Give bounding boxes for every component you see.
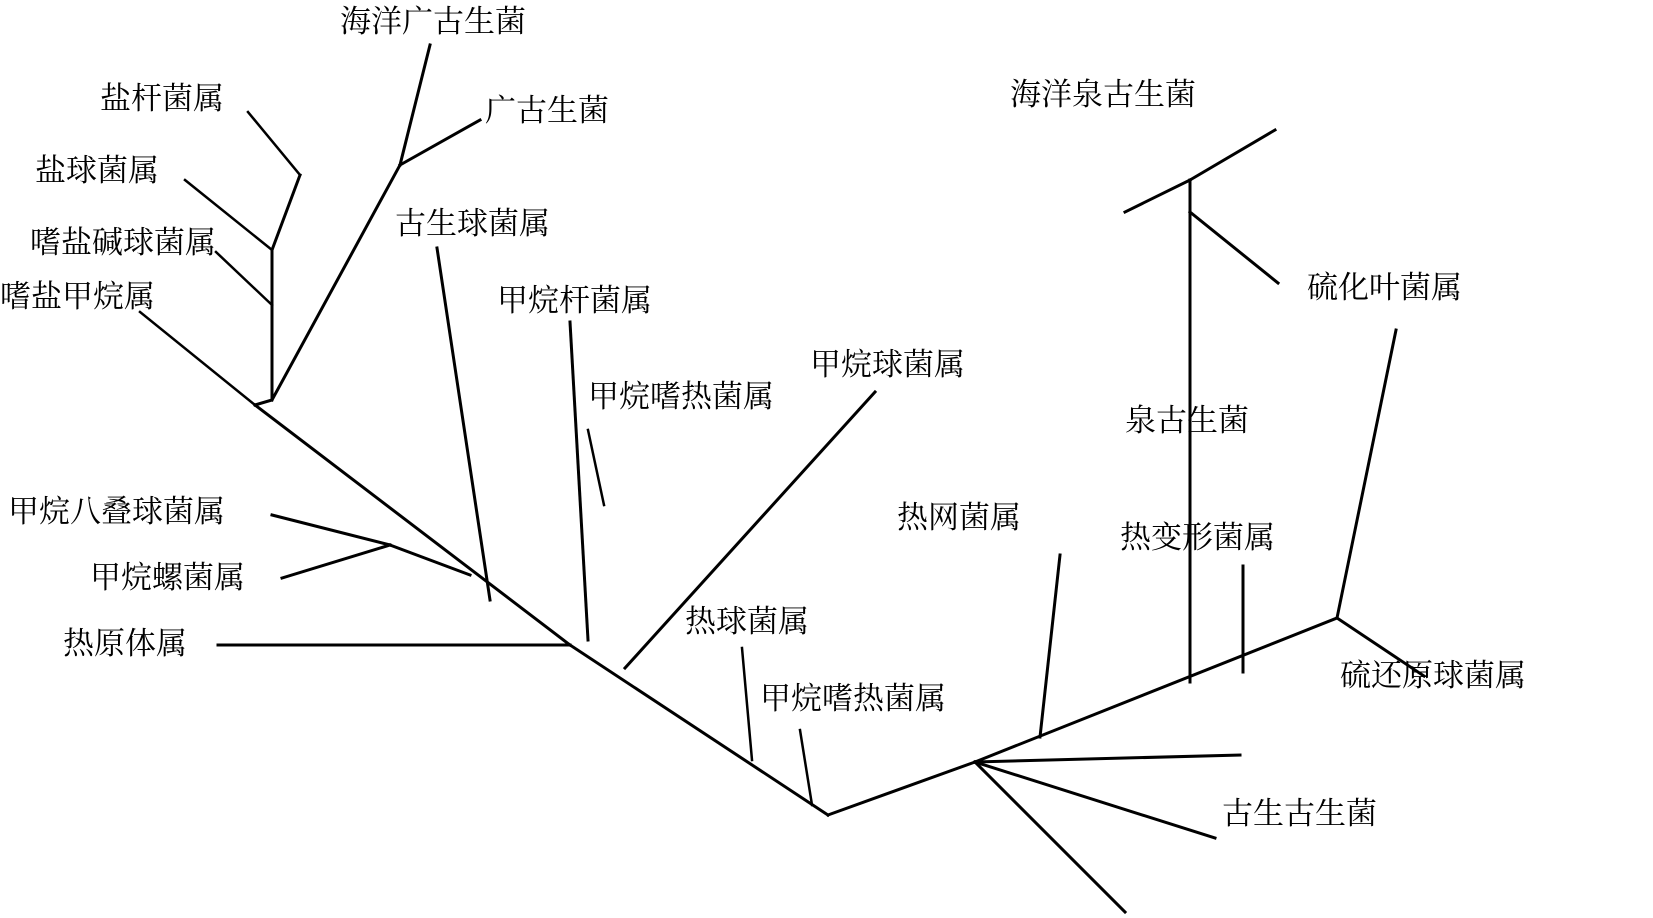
label-sulfolobus: 硫化叶菌属 (1307, 270, 1462, 305)
edge-methanosarcina (272, 515, 390, 545)
label-natronococcus: 嗜盐碱球菌属 (30, 225, 216, 260)
label-methanococcus: 甲烷球菌属 (810, 347, 965, 382)
label-archaeoglobus: 古生球菌属 (395, 206, 550, 241)
edge-euryarchaeota-label-branch (400, 120, 480, 165)
leader-natronococcus (216, 252, 272, 305)
leader-halobacterium (248, 112, 300, 175)
label-thermoplasma: 热原体属 (63, 626, 187, 661)
edge-trunk-center-lower (570, 645, 828, 815)
label-pyrodictium: 热网菌属 (897, 500, 1021, 535)
edge-sulfolobus (1337, 330, 1396, 618)
label-euryarchaeota: 广古生菌 (485, 93, 609, 128)
leader-methanothermobacter (800, 730, 812, 805)
leader-methanothermus (588, 430, 604, 505)
edge-right-node-flat (975, 755, 1240, 762)
label-desulfurococcus: 硫还原球菌属 (1340, 658, 1526, 693)
edge-methanospirillum (282, 545, 390, 578)
label-marine-euryarchaeota: 海洋广古生菌 (340, 4, 526, 39)
label-methanothermobacter: 甲烷嗜热菌属 (760, 681, 946, 716)
edge-marine-eury (400, 45, 430, 165)
label-marine-crenarchaeota: 海洋泉古生菌 (1010, 77, 1196, 112)
label-archaeal-archaea: 古生古生菌 (1222, 796, 1377, 831)
label-methanothermus: 甲烷嗜热菌属 (588, 379, 774, 414)
leader-thermococcus (742, 648, 752, 760)
edge-center-upper-left (255, 405, 570, 645)
edge-marine-cren-down-right (1190, 212, 1278, 283)
label-methanosarcina: 甲烷八叠球菌属 (8, 494, 225, 529)
edge-marine-cren-up-right (1190, 130, 1275, 180)
edge-archaeoglobus (437, 248, 490, 600)
label-crenarchaeota: 泉古生菌 (1125, 403, 1249, 438)
label-methanobacterium: 甲烷杆菌属 (497, 283, 652, 318)
edge-lower-to-right-node (828, 762, 975, 815)
edge-methanobacterium (570, 322, 588, 640)
edge-halo-node-up (255, 175, 300, 405)
edge-right-node-to-cren-base (975, 618, 1337, 762)
label-methanohalophilus: 嗜盐甲烷属 (0, 279, 155, 314)
label-halococcus: 盐球菌属 (35, 153, 159, 188)
edge-marine-cren-left (1125, 180, 1190, 212)
label-methanospirillum: 甲烷螺菌属 (90, 560, 245, 595)
label-halobacterium: 盐杆菌属 (100, 81, 224, 116)
leader-methanohalophilus (140, 312, 255, 405)
label-thermoproteus: 热变形菌属 (1120, 520, 1275, 555)
edge-pyrodictium (1040, 555, 1060, 737)
label-thermococcus: 热球菌属 (685, 604, 809, 639)
tree-edge-group (140, 45, 1424, 912)
